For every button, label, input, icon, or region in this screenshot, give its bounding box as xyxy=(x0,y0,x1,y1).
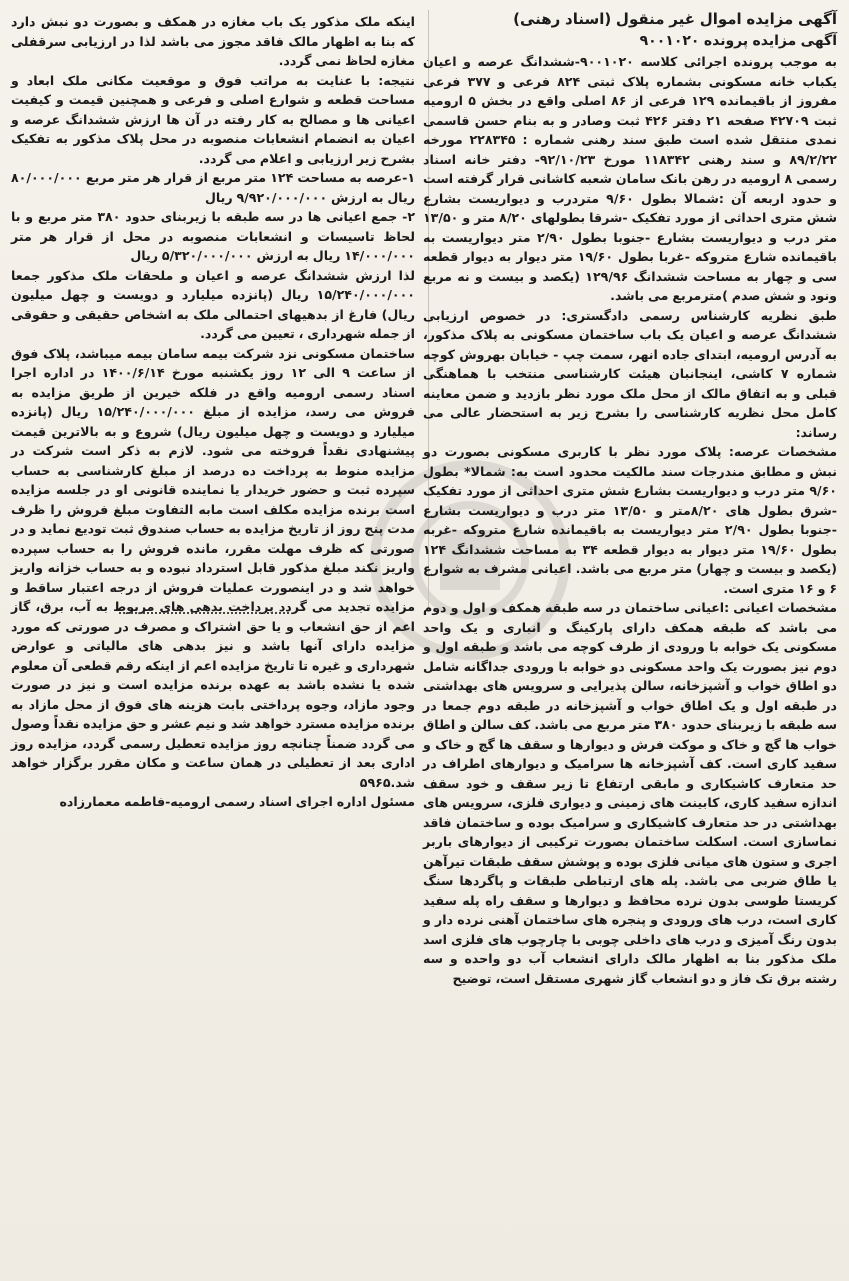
paragraph-property-description: به موجب پرونده اجرائی کلاسه ۹۰۰۱۰۲۰-ششدانگ عرصه و اعیان یکباب خانه مسکونی بشماره پلاک ثبتی ۸۲۴ فرعی و ۳۷۷ فرعی مفروز از باقیمانده ۱۲۹ فرعی از ۸۶ اصلی واقع در بخش ۵ ارومیه ثبت ۴۲۷۰۹ صفحه ۲۱ دفتر ۴۲۶ ثبت وصادر و به بنام حسن قاسمی نمدی منتقل شده است طبق سند رهنی شماره : ۲۲۸۳۴۵ مورخه ۸۹/۲/۲۲ و سند رهنی ۱۱۸۳۴۲ مورخ ۹۲/۱۰/۲۳- دفتر خانه اسناد رسمی ۸ ارومیه در رهن بانک سامان شعبه کاشانی قرار گرفته است و حدود اربعه آن :شمالا بطول ۹/۶۰ متردرب و دیواریست بشارع شش متری احداثی از مورد تفکیک -شرقا بطولهای ۸/۲۰ متر و ۱۳/۵۰ متر درب و دیواریست بشارع -جنوبا بطول ۲/۹۰ متر دیواریست به باقیمانده شارع متروکه -غربا بطول ۱۹/۶۰ متر دیوار به دیوار قطعه سی و چهار به مساحت ششدانگ ۱۲۹/۹۶ (یکصد و بیست و نه مربع ونود و شش صدم )مترمربع می باشد. xyxy=(423,54,838,303)
paragraph-conclusion: نتیجه: با عنایت به مراتب فوق و موقعیت مکانی ملک ابعاد و مساحت قطعه و شوارع اصلی و فرعی و همچنین قیمت و کیفیت اعیانی ها و مصالح به کار رفته در آن ها ارزش ششدانگ عرصه و اعیان به انضمام انشعابات منصوبه در محل پلاک مذکور به تفکیک بشرح زیر ارزیابی و اعلام می گردد. xyxy=(11,72,415,166)
right-column xyxy=(423,8,837,988)
left-column xyxy=(11,12,415,812)
paragraph-building-specs: مشخصات اعیانی :اعیانی ساختمان در سه طبقه همکف و اول و دوم می باشد که طبقه همکف دارای پارکینگ و انباری و یک واحد مسکونی یک خوابه با ورودی از طرف کوچه می باشد و طبقه اول و دوم نیز بصورت یک واحد مسکونی دو خوابه با ورودی جداگانه شامل دو اطاق خواب و آشپزخانه، سالن پذیرایی و سرویس های بهداشتی در طبقه اول و یک اطاق خواب و آشپزخانه در طبقه دوم جمعا در سه طبقه با زیربنای حدود ۳۸۰ متر مربع می باشد. کف سالن و اطاق خواب ها گچ و خاک و موکت فرش و دیوارها و سقف ها گچ و خاک و سفید کاری است. کف آشپزخانه ها سرامیک و دیوارهای اطراف در حد متعارف کاشیکاری و مابقی ارتفاع تا زیر سقف و خود سقف اندازه سفید کاری، کابینت های زمینی و دیواری فلزی، سرویس های بهداشتی در حد متعارف کاشیکاری و سرامیک بوده و ساختمان فاقد نماسازی است. اسکلت ساختمان بصورت ترکیبی از دیوارهای باربر اجری و ستون های میانی فلزی بوده و پوشش سقف طبقات تیرآهن یا طاق ضربی می باشد. پله های ارتباطی طبقات و پاگردها سنگ کریستا طوسی بدون نرده محافظ و دیوارها و سقف راه پله سفید کاری است، درب های ورودی و پنجره های ساختمان آهنی نرده دار و بدون رنگ آمیزی و درب های داخلی چوبی با چارچوب های فلزی اسد ملک مذکور بنا به اظهار مالک دارای انشعاب آب دو واحده و سه رشته برق تک فاز و دو انشعاب گاز شهری مستقل است، توضیح xyxy=(423,600,838,986)
paragraph-shop-note: اینکه ملک مذکور یک باب مغازه در همکف و بصورت دو نبش دارد که بنا به اظهار مالک فاقد مجوز می باشد لذا در ارزیابی سرقفلی مغازه لحاظ نمی گردد. xyxy=(11,14,415,68)
paragraph-land-specs: مشخصات عرصه: پلاک مورد نظر با کاربری مسکونی بصورت دو نبش و مطابق مندرجات سند مالکیت محدود است به: شمالا* بطول ۹/۶۰ متر درب و دیواریست بشارع شش متری احداثی از مورد تفکیک -شرق بطول های ۸/۲۰متر و ۱۳/۵۰ متر درب و دیواریست بشارع -جنوبا بطول ۲/۹۰ متر دیواریست به باقیمانده شارع متروکه -غربه بطول ۱۹/۶۰ متر دیوار به دیوار قطعه ۳۴ به مساحت ششدانگ ۱۲۴ (یکصد و بیست و چهار) متر مربع می باشد. اعیانی مشرف به شوارع ۶ و ۱۶ متری است. xyxy=(423,444,838,596)
paragraph-building-value: ۲- جمع اعیانی ها در سه طبقه با زیربنای حدود ۳۸۰ متر مربع و با لحاظ تاسیسات و انشعابات منصوبه در محل از قرار هر متر ۱۴/۰۰۰/۰۰۰ ریال به ارزش ۵/۳۲۰/۰۰۰/۰۰۰ ریال xyxy=(11,209,416,263)
notice-title: آگهی مزایده اموال غیر منقول (اسناد رهنی) xyxy=(513,10,837,28)
case-number-line: آگهی مزایده پرونده ۹۰۰۱۰۲۰ xyxy=(639,33,837,49)
end-divider xyxy=(119,612,289,614)
paragraph-auction-terms: ساختمان مسکونی نزد شرکت بیمه سامان بیمه میباشد، پلاک فوق از ساعت ۹ الی ۱۲ روز یکشنبه مورخ ۱۴۰۰/۶/۱۴ در اداره اجرا اسناد رسمی ارومیه واقع در فلکه خیرین از طریق مزایده به فروش می رسد، مزایده از مبلغ ۱۵/۲۴۰/۰۰۰/۰۰۰ ریال (پانزده میلیارد و دویست و چهل میلیون ریال) شروع و به بالاترین قیمت پیشنهادی نقداً فروخته می شود. لازم به ذکر است شرکت در مزایده منوط به پرداخت ده درصد از مبلغ کارشناسی به حساب سپرده ثبت و حضور خریدار یا نماینده قانونی او در جلسه مزایده است برنده مزایده مکلف است مابه التفاوت مبلغ فروش را ظرف مدت پنج روز از تاریخ مزایده به حساب صندوق ثبت تودیع نماید و در صورتی که ظرف مهلت مقرر، مانده فروش را به حساب سپرده واریز نکند مبلغ مذکور قابل استرداد نبوده و به حساب خزانه واریز خواهد شد و در اینصورت عملیات فروش از درجه اعتبار ساقط و مزایده تجدید می گردد پرداخت بدهی های مربوط به آب، برق، گاز اعم از حق انشعاب و یا حق اشتراک و مصرف در صورتی که مورد مزایده دارای آنها باشد و نیز بدهی های مالیاتی و عوارض شهرداری و غیره تا تاریخ مزایده اعم از اینکه رقم قطعی آن معلوم شده یا نشده باشد به عهده برنده مزایده است و نیز در صورت وجود مازاد، وجوه پرداختی بابت هزینه های فوق از محل مازاد به برنده مزایده مسترد خواهد شد و نیم عشر و حق مزایده نقداً وصول می گردد ضمناً چنانچه روز مزایده تعطیل رسمی گردد، مزایده روز اداری بعد از تعطیلی در همان ساعت و مکان مقرر برگزار خواهد شد.۵۹۶۵ xyxy=(11,345,415,790)
paragraph-land-value: ۱-عرصه به مساحت ۱۲۴ متر مربع از قرار هر متر مربع ۸۰/۰۰۰/۰۰۰ ریال به ارزش ۹/۹۲۰/۰۰۰/۰۰۰ ریال xyxy=(11,170,416,205)
paragraph-total-value: لذا ارزش ششدانگ عرصه و اعیان و ملحقات ملک مذکور جمعا ۱۵/۲۴۰/۰۰۰/۰۰۰ ریال (پانزده میلیارد و دویست و چهل میلیون ریال) فارغ از بدهیهای احتمالی ملک به اشخاص حقیقی و حقوقی از جمله شهرداری ، تعیین می گردد. xyxy=(11,267,415,341)
signature-line: مسئول اداره اجرای اسناد رسمی ارومیه-فاطمه معمارزاده xyxy=(59,794,415,809)
paragraph-expert-opinion: طبق نظریه کارشناس رسمی دادگستری: در خصوص ارزیابی ششدانگ عرصه و اعیان یک باب ساختمان مسکونی به پلاک مذکور، به آدرس ارومیه، ابتدای جاده انهر، سمت چپ - خیابان بهروش کوچه شماره ۷ کاشی، اینجانبان هیئت کارشناسی منتخب با هماهنگی قبلی و به اتفاق مالک از محل ملک مورد نظر بازدید و ضمن معاینه کامل محل نظریه کارشناسی را بشرح زیر به استحضار عالی می رساند: xyxy=(423,307,837,440)
